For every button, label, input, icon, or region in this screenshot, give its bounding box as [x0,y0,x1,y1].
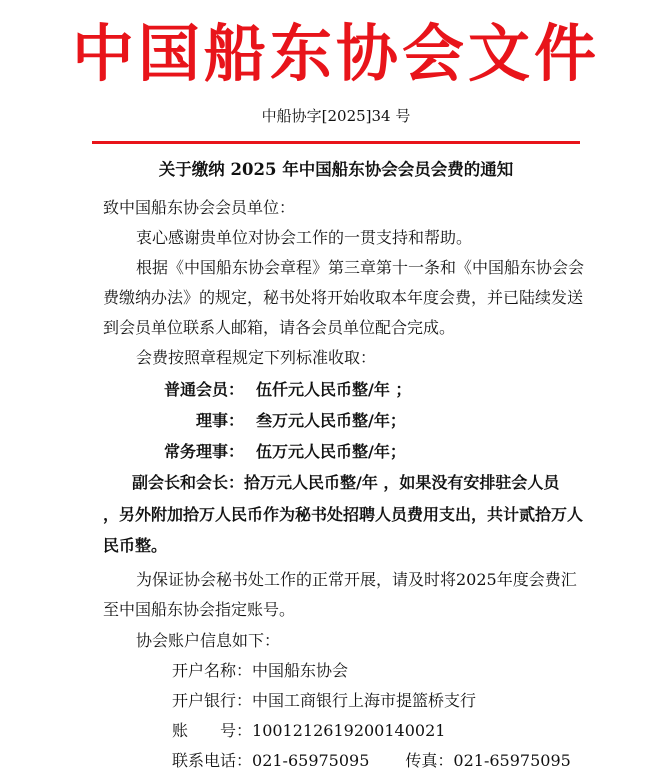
contact-row [172,749,571,773]
phone-value: 021-65975095 [252,751,370,770]
fee-amount-executive-director: 伍万元人民币整/年； [256,442,406,461]
fee-row-vice-president [104,471,559,495]
fee-amount-regular: 伍仟元人民币整/年 ； [256,380,412,399]
paragraph-payment-line-2: 至中国船东协会指定账号。 [103,600,296,619]
salutation: 致中国船东协会会员单位： [103,198,296,217]
phone-label: 联系电话： [172,751,253,770]
fee-row-executive-director [104,440,406,464]
account-name-value: 中国船东协会 [252,661,349,680]
fax-label: 传真： [405,751,454,770]
paragraph-thanks: 衷心感谢贵单位对协会工作的一贯支持和帮助。 [136,228,473,247]
fee-amount-vice-president: 拾万元人民币整/年 ，如果没有安排驻会人员 [244,473,560,492]
paragraph-rule-line-2: 费缴纳办法》的规定，秘书处将开始收取本年度会费，并已陆续发送 [103,288,584,307]
fee-row-director [104,409,406,433]
paragraph-rule-line-3: 到会员单位联系人邮箱，请各会员单位配合完成。 [103,318,456,337]
account-intro: 协会账户信息如下： [136,631,281,650]
paragraph-rule-line-1: 根据《中国船东协会章程》第三章第十一条和《中国船东协会会 [136,258,585,277]
fax-value: 021-65975095 [453,751,571,770]
account-bank-row [172,689,476,713]
document-number: 中船协字[2025]34 号 [261,107,411,125]
fee-label-regular: 普通会员： [163,380,244,399]
fee-vp-continued-line-2: 民币整。 [103,536,168,555]
account-bank-label: 开户银行： [172,691,253,710]
account-number-label: 账 号： [172,721,253,740]
paragraph-payment-line-1: 为保证协会秘书处工作的正常开展，请及时将2025年度会费汇 [136,570,577,589]
account-number-value: 1001212619200140021 [252,721,446,740]
fee-vp-continued-line-1: ，另外附加拾万人民币作为秘书处招聘人员费用支出，共计贰拾万人 [103,505,584,524]
fee-label-executive-director: 常务理事： [163,442,244,461]
fee-label-director: 理事： [195,411,244,430]
account-name-label: 开户名称： [172,661,253,680]
notice-title: 关于缴纳 2025 年中国船东协会会员会费的通知 [158,160,514,179]
fee-label-vice-president: 副会长和会长： [131,473,244,492]
account-number-row [172,719,445,743]
fee-intro: 会费按照章程规定下列标准收取： [136,348,377,367]
fee-row-regular [104,378,411,402]
account-bank-value: 中国工商银行上海市提篮桥支行 [252,691,477,710]
document-header-title: 中国船东协会文件 [71,17,600,90]
header-divider [92,141,580,144]
fee-amount-director: 叁万元人民币整/年； [256,411,406,430]
account-name-row [172,659,348,683]
